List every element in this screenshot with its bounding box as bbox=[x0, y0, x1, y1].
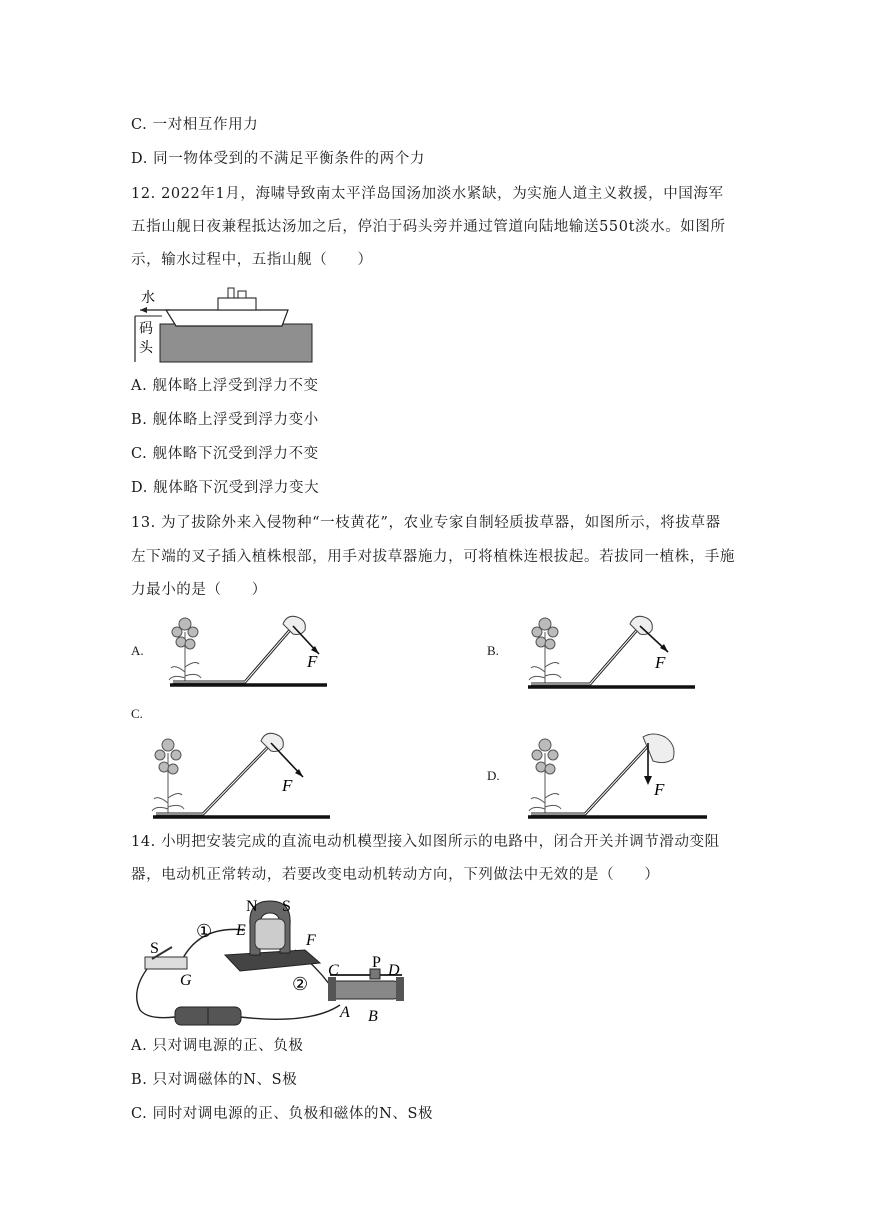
q14-option-b: B. 只对调磁体的N、S极 bbox=[131, 1072, 298, 1088]
force-label: F bbox=[307, 652, 318, 671]
q13-stem-line2: 左下端的叉子插入植株根部，用手对拔草器施力，可将植株连根拔起。若拔同一植株，手施 bbox=[131, 549, 735, 565]
q13-option-b-label: B. bbox=[487, 643, 499, 658]
q12-stem-line1: 12. 2022年1月，海啸导致南太平洋岛国汤加淡水紧缺，为实施人道主义救援，中国海军 bbox=[131, 186, 724, 202]
force-label: F bbox=[655, 653, 666, 672]
q12-stem-line2: 五指山舰日夜兼程抵达汤加之后，停泊于码头旁并通过管道向陆地输送550t淡水。如图所 bbox=[131, 219, 726, 235]
q12-option-b: B. 舰体略上浮受到浮力变小 bbox=[131, 412, 319, 428]
q14-circuit-figure bbox=[130, 895, 420, 1030]
hand-icon bbox=[283, 616, 305, 634]
q13-option-d-label: D. bbox=[487, 768, 500, 783]
q13-option-c-label: C. bbox=[131, 706, 143, 721]
dock-label-1: 码 bbox=[139, 322, 153, 337]
plant-icon bbox=[529, 618, 561, 684]
force-label: F bbox=[282, 776, 293, 795]
battery-icon bbox=[175, 1007, 241, 1025]
label-circle2: ② bbox=[292, 974, 309, 994]
label-S-switch: S bbox=[150, 940, 159, 957]
q13-figure-b bbox=[525, 612, 695, 692]
q13-figure-d bbox=[525, 733, 710, 823]
force-label: F bbox=[654, 780, 665, 799]
plant-icon bbox=[152, 739, 184, 815]
q12-option-d: D. 舰体略下沉受到浮力变大 bbox=[131, 480, 320, 496]
label-D: D bbox=[388, 962, 400, 979]
label-F: F bbox=[306, 932, 316, 949]
q14-option-c: C. 同时对调电源的正、负极和磁体的N、S极 bbox=[131, 1106, 434, 1122]
q13-stem-line1: 13. 为了拔除外来入侵物种“一枝黄花”，农业专家自制轻质拔草器，如图所示，将拔草器 bbox=[131, 515, 721, 531]
q12-option-a: A. 舰体略上浮受到浮力不变 bbox=[131, 378, 319, 394]
label-E: E bbox=[236, 922, 246, 939]
q12-stem-line3: 示，输水过程中，五指山舰（ ） bbox=[131, 252, 373, 268]
q11-option-d: D. 同一物体受到的不满足平衡条件的两个力 bbox=[131, 151, 425, 167]
q11-option-c: C. 一对相互作用力 bbox=[131, 117, 259, 133]
label-A: A bbox=[340, 1004, 350, 1021]
q13-figure-a bbox=[165, 612, 330, 692]
label-S-pole: S bbox=[282, 898, 291, 915]
q14-option-a: A. 只对调电源的正、负极 bbox=[131, 1038, 304, 1054]
label-P: P bbox=[372, 954, 381, 971]
q14-stem-line1: 14. 小明把安装完成的直流电动机模型接入如图所示的电路中，闭合开关并调节滑动变阻 bbox=[131, 834, 720, 850]
q13-stem-line3: 力最小的是（ ） bbox=[131, 582, 267, 598]
q13-option-a-label: A. bbox=[131, 643, 144, 658]
label-circle1: ① bbox=[196, 921, 213, 941]
label-N: N bbox=[246, 898, 258, 915]
plant-icon bbox=[169, 618, 201, 684]
q12-ship-figure bbox=[130, 280, 320, 370]
label-B: B bbox=[368, 1008, 378, 1025]
q12-option-c: C. 舰体略下沉受到浮力不变 bbox=[131, 446, 319, 462]
label-C: C bbox=[328, 962, 339, 979]
q14-stem-line2: 器，电动机正常转动，若要改变电动机转动方向，下列做法中无效的是（ ） bbox=[131, 867, 660, 883]
hand-icon bbox=[630, 616, 652, 634]
label-G: G bbox=[180, 972, 192, 989]
dock-label-2: 头 bbox=[139, 341, 153, 356]
plant-icon bbox=[529, 739, 561, 815]
water-label: 水 bbox=[141, 291, 155, 306]
q13-figure-c bbox=[148, 733, 333, 823]
